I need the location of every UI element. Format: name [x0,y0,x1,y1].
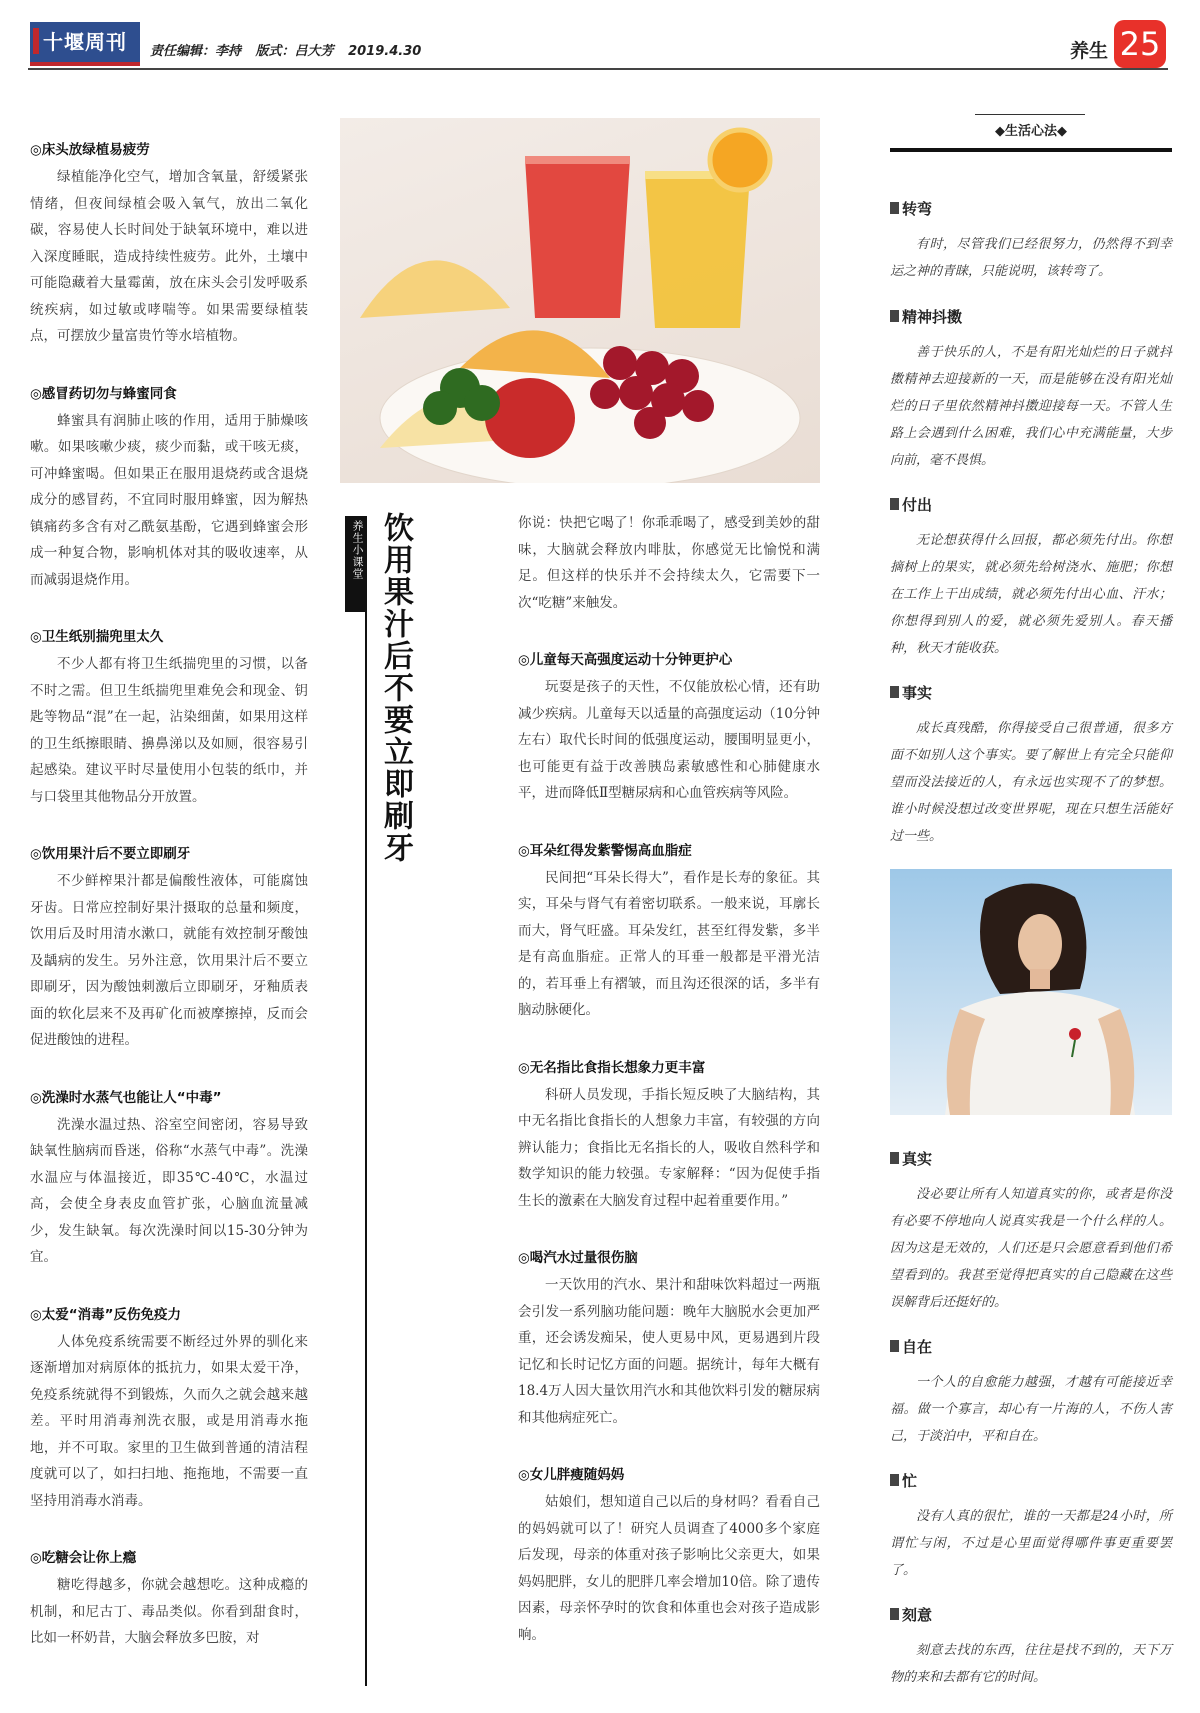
middle-column [518,510,820,1680]
article-body: 糖吃得越多，你就会越想吃。这种成瘾的机制，和尼古丁、毒品类似。你看到甜食时，比如一杯奶昔，大脑会释放多巴胺，对 [30,1577,308,1646]
column-head-topline [975,114,1085,115]
tip-item [890,494,1172,662]
feature-headline: 饮用果汁后不要立即刷牙 [378,512,413,864]
tip-item [890,1470,1172,1584]
article [30,138,308,350]
fruit-juice-illustration [340,118,820,483]
article [30,625,308,810]
tip-title: 转弯 [902,200,933,218]
tip-item [890,306,1172,474]
bullet-square-icon [890,202,899,214]
masthead-red-mark [33,28,39,54]
header-rule [28,68,1168,70]
bullet-square-icon [890,686,899,698]
bullet-square-icon [890,498,899,510]
woman-illustration [890,869,1172,1115]
article [30,382,308,594]
article-title: ◎饮用果汁后不要立即刷牙 [30,846,191,862]
article [518,839,820,1024]
tip-body: 没必要让所有人知道真实的你，或者是你没有必要不停地向人说真实我是一个什么样的人。因为这是无效的，人们还是只会愿意看到他们希望看到的。我甚至觉得把真实的自己隐藏在这些误解背后还挺好的。 [890,1187,1172,1310]
article [518,1463,820,1648]
tip-title: 精神抖擞 [902,308,963,326]
woman-photo [890,869,1172,1115]
column-heading: ◆生活心法◆ [995,124,1067,139]
tip-body: 一个人的自愈能力越强，才越有可能接近幸福。做一个寡言，却心有一片海的人，不伤人害己，于淡泊中，平和自在。 [890,1375,1172,1444]
article [518,510,820,616]
article-body: 玩耍是孩子的天性，不仅能放松心情，还有助减少疾病。儿童每天以适量的高强度运动（10分钟左右）取代长时间的低强度运动，腰围明显更小，也可能更有益于改善胰岛素敏感性和心肺健康水平，进而降低Ⅱ型糖尿病和心血管疾病等风险。 [518,679,820,801]
tip-title: 刻意 [902,1606,933,1624]
layout-credit: 版式：吕大芳 [255,44,334,59]
header-meta [150,40,431,59]
article-body: 不少鲜榨果汁都是偏酸性液体，可能腐蚀牙齿。日常应控制好果汁摄取的总量和频度，饮用后及时用清水漱口，就能有效控制牙酸蚀及龋病的发生。另外注意，饮用果汁后不要立即刷牙，因为酸蚀刺激后立即刷牙，牙釉质表面的软化层来不及再矿化而被摩擦掉，反而会促进酸蚀的进程。 [30,873,308,1048]
tip-item [890,1604,1172,1691]
column-head-rule [890,148,1172,152]
article-body: 民间把“耳朵长得大”，看作是长寿的象征。其实，耳朵与肾气有着密切联系。一般来说，耳廓长而大，肾气旺盛。耳朵发红，甚至红得发紫，多半是有高血脂症。正常人的耳垂一般都是平滑光洁的，若耳垂上有褶皱，而且沟还很深的话，多半有脑动脉硬化。 [518,869,820,1018]
bullet-square-icon [890,1608,899,1620]
tip-item [890,1336,1172,1450]
article-body: 一天饮用的汽水、果汁和甜味饮料超过一两瓶会引发一系列脑功能问题：晚年大脑脱水会更加严重，还会诱发痴呆，使人更易中风，更易遇到片段记忆和长时记忆方面的问题。据统计，每年大概有18.4万人因大量饮用汽水和其他饮料引发的糖尿病和其他病症死亡。 [518,1277,820,1426]
article-body: 人体免疫系统需要不断经过外界的驯化来逐渐增加对病原体的抵抗力，如果太爱干净，免疫系统就得不到锻炼，久而久之就会越来越差。平时用消毒剂洗衣服，或是用消毒水拖地，并不可取。家里的卫生做到普通的清洁程度就可以了，如扫扫地、拖拖地，不需要一直坚持用消毒水消毒。 [30,1333,308,1509]
issue-date: 2019.4.30 [348,44,422,59]
tip-title: 自在 [902,1338,933,1356]
article-title: ◎儿童每天高强度运动十分钟更护心 [518,652,733,668]
article [30,1303,308,1515]
column-divider [365,516,367,1686]
left-column [30,138,308,1684]
tip-body: 有时，尽管我们已经很努力，仍然得不到幸运之神的青睐，只能说明，该转弯了。 [890,237,1172,279]
article [30,842,308,1054]
article-title: ◎女儿胖瘦随妈妈 [518,1467,625,1483]
tip-title: 真实 [902,1150,933,1168]
article-title: ◎床头放绿植易疲劳 [30,142,150,158]
tip-body: 善于快乐的人，不是有阳光灿烂的日子就抖擞精神去迎接新的一天，而是能够在没有阳光灿烂的日子里依然精神抖擞迎接每一天。不管人生路上会遇到什么困难，我们心中充满能量，大步向前，毫不畏惧。 [890,345,1172,468]
article-body: 洗澡水温过热、浴室空间密闭，容易导致缺氧性脑病而昏迷，俗称“水蒸气中毒”。洗澡水温应与体温接近，即35℃-40℃，水温过高，会使全身表皮血管扩张，心脑血流量减少，发生缺氧。每次洗澡时间以15-30分钟为宜。 [30,1116,308,1265]
masthead-logo [30,22,140,66]
fruit-juice-photo [340,118,820,483]
tip-body: 成长真残酷，你得接受自己很普通，很多方面不如别人这个事实。要了解世上有完全只能仰望而没法接近的人，有永远也实现不了的梦想。谁小时候没想过改变世界呢，现在只想生活能好过一些。 [890,721,1172,844]
column-tag: 养生小课堂 [351,520,364,580]
editor-credit: 责任编辑：李持 [150,44,242,59]
article [30,1086,308,1271]
bullet-square-icon [890,1474,899,1486]
masthead-title: 十堰周刊 [43,30,127,54]
article-title: ◎吃糖会让你上瘾 [30,1550,137,1566]
article [518,1056,820,1215]
page-number: 25 [1114,20,1166,68]
article [518,1246,820,1431]
article-body: 绿植能净化空气，增加含氧量，舒缓紧张情绪，但夜间绿植会吸入氧气，放出二氧化碳，容易使人长时间处于缺氧环境中，难以进入深度睡眠，造成持续性疲劳。此外，土壤中可能隐藏着大量霉菌，放在床头会引发呼吸系统疾病，如过敏或哮喘等。如果需要绿植装点，可摆放少量富贵竹等水培植物。 [30,169,308,344]
tip-title: 忙 [902,1472,918,1490]
article-body: 姑娘们，想知道自己以后的身材吗？看看自己的妈妈就可以了！研究人员调查了4000多个家庭后发现，母亲的体重对孩子影响比父亲更大，如果妈妈肥胖，女儿的肥胖几率会增加10倍。除了遗传因素，母亲怀孕时的饮食和体重也会对孩子造成影响。 [518,1494,820,1643]
article [518,648,820,807]
article-body: 科研人员发现，手指长短反映了大脑结构，其中无名指比食指长的人想象力丰富，有较强的方向辨认能力；食指比无名指长的人，吸收自然科学和数学知识的能力较强。专家解释：“因为促使手指生长的激素在大脑发育过程中起着重要作用。” [518,1086,820,1209]
tip-body: 没有人真的很忙，谁的一天都是24小时，所谓忙与闲，不过是心里面觉得哪件事更重要罢了。 [890,1509,1172,1578]
tip-item [890,198,1172,285]
article-body: 蜂蜜具有润肺止咳的作用，适用于肺燥咳嗽。如果咳嗽少痰，痰少而黏，或干咳无痰，可冲蜂蜜喝。但如果正在服用退烧药或含退烧成分的感冒药，不宜同时服用蜂蜜，因为解热镇痛药多含有对乙酰氨基酚，它遇到蜂蜜会形成一种复合物，影响机体对其的吸收速率，从而减弱退烧作用。 [30,412,308,588]
bullet-square-icon [890,1152,899,1164]
bullet-square-icon [890,310,899,322]
tip-body: 无论想获得什么回报，都必须先付出。你想摘树上的果实，就必须先给树浇水、施肥；你想在工作上干出成绩，就必须先付出心血、汗水；你想得到别人的爱，就必须先爱别人。春天播种，秋天才能收获。 [890,533,1172,656]
tip-item [890,1148,1172,1316]
tip-body: 刻意去找的东西，往往是找不到的，天下万物的来和去都有它的时间。 [890,1643,1172,1685]
article-title: ◎洗澡时水蒸气也能让人“中毒” [30,1089,222,1106]
tip-item [890,682,1172,850]
tip-title: 事实 [902,684,933,702]
bullet-square-icon [890,1340,899,1352]
article-title: ◎感冒药切勿与蜂蜜同食 [30,385,177,402]
article-title: ◎无名指比食指长想象力更丰富 [518,1059,706,1076]
section-name: 养生 [1069,40,1108,62]
article-title: ◎卫生纸别揣兜里太久 [30,629,164,645]
article-title: ◎喝汽水过量很伤脑 [518,1250,638,1266]
tip-title: 付出 [902,496,933,514]
article-title: ◎太爱“消毒”反伤免疫力 [30,1306,182,1323]
article [30,1546,308,1652]
article-title: ◎耳朵红得发紫警惕高血脂症 [518,842,692,859]
article-body: 不少人都有将卫生纸揣兜里的习惯，以备不时之需。但卫生纸揣兜里难免会和现金、钥匙等物品“混”在一起，沾染细菌，如果用这样的卫生纸擦眼睛、擤鼻涕以及如厕，很容易引起感染。建议平时尽量使用小包装的纸巾，并与口袋里其他物品分开放置。 [30,656,308,805]
article-continuation: 你说：快把它喝了！你乖乖喝了，感受到美妙的甜味，大脑就会释放内啡肽，你感觉无比愉悦和满足。但这样的快乐并不会持续太久，它需要下一次“吃糖”来触发。 [518,515,820,611]
